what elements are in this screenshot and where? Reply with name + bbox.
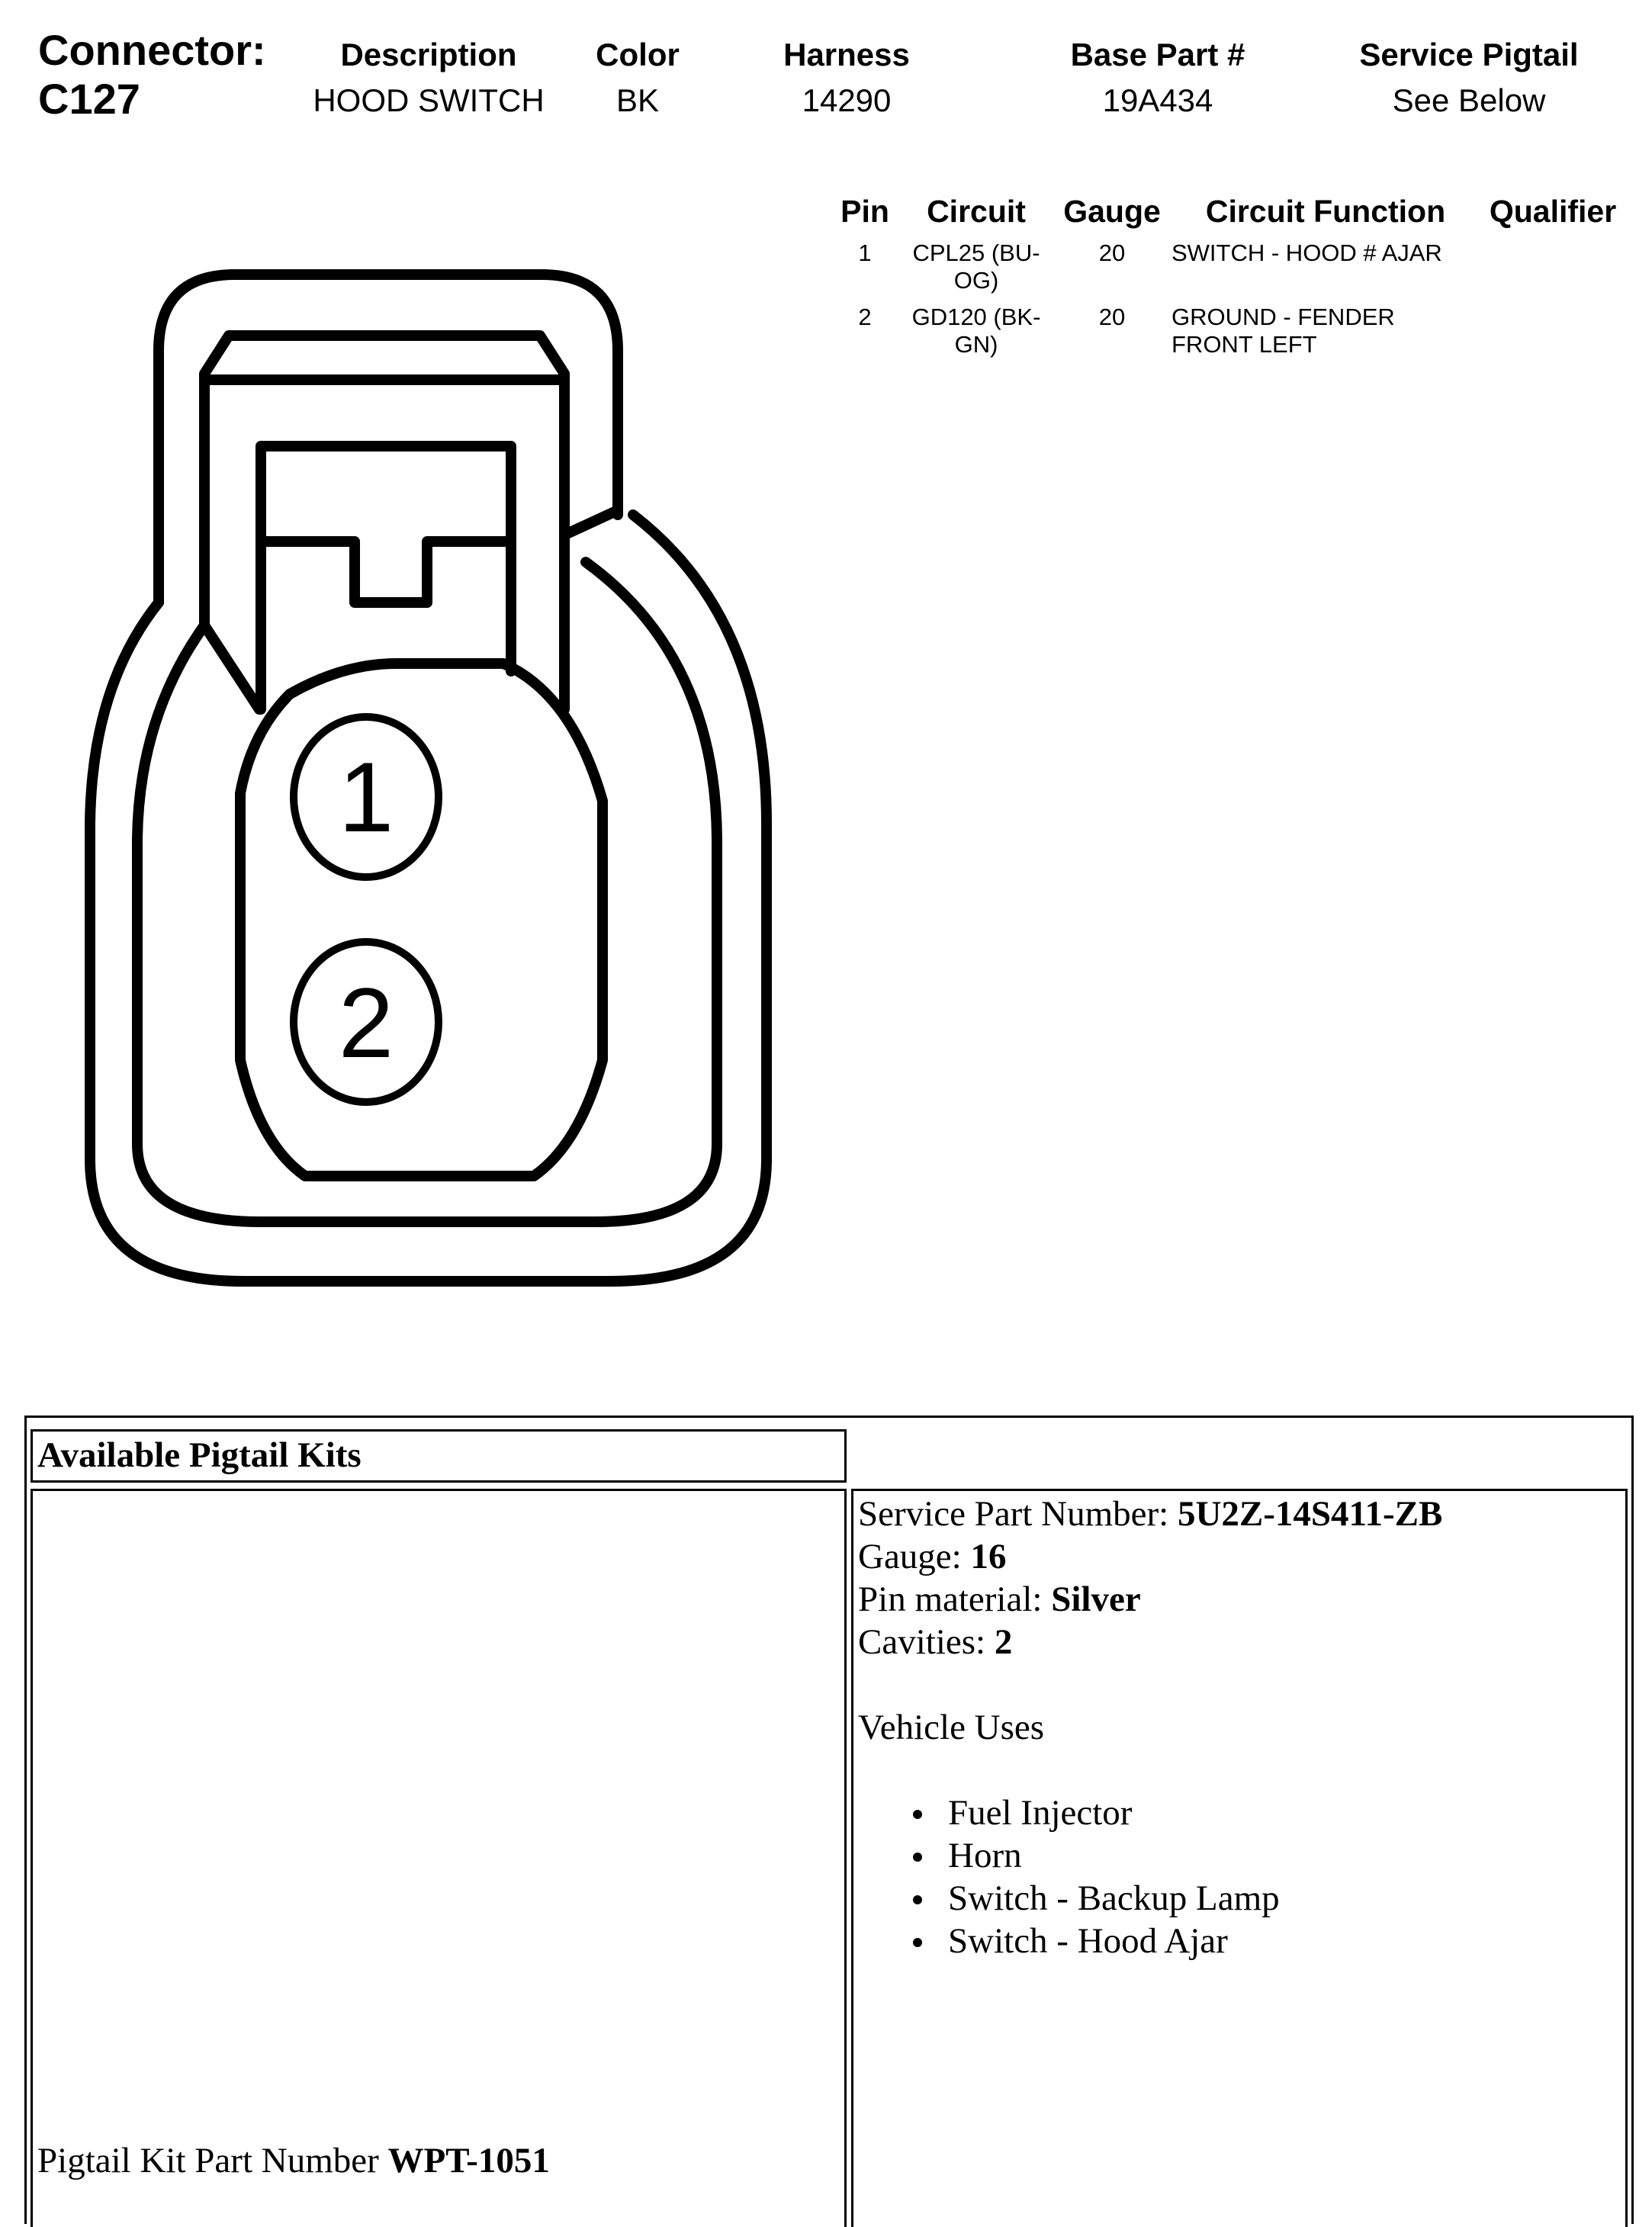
gauge-header: Gauge: [1063, 194, 1161, 229]
connector-label: Connector:: [38, 26, 266, 74]
housing-upper-outline: [159, 275, 618, 603]
list-item: Switch - Backup Lamp: [853, 1877, 1540, 1920]
cavity-1-label: 1: [338, 741, 394, 853]
header-service-pigtail-value: See Below: [1392, 82, 1546, 118]
header-base-part-value: 19A434: [1102, 82, 1213, 118]
header-service-pigtail-label: Service Pigtail: [1359, 37, 1579, 72]
housing-outer-outline: [90, 515, 767, 1281]
table-row-1-function: SWITCH - HOOD # AJAR: [1172, 239, 1442, 266]
pin-material-line: [858, 1578, 1141, 1621]
header-base-part-label: Base Part #: [1070, 37, 1245, 72]
pigtail-detail-cell: [851, 1489, 1628, 2227]
table-row-1-pin: 1: [858, 239, 872, 266]
connector-id: C127: [38, 75, 140, 123]
qualifier-header: Qualifier: [1489, 194, 1617, 229]
pigtail-title: Available Pigtail Kits: [37, 1435, 362, 1475]
pigtail-kit-cell: [31, 1489, 847, 2227]
gauge-line: [858, 1535, 1006, 1578]
kit-part-value: WPT-1051: [387, 2141, 550, 2180]
kit-part-label: Pigtail Kit Part Number: [37, 2141, 388, 2180]
table-row-2-gauge: 20: [1098, 304, 1126, 330]
table-row-1-circuit: CPL25 (BU-OG): [912, 239, 1040, 294]
latch-key: [261, 541, 511, 603]
header-color-label: Color: [596, 37, 680, 72]
latch-tab: [261, 446, 511, 709]
connector-face-drawing: [76, 259, 786, 1297]
table-row-2-function: GROUND - FENDER FRONT LEFT: [1172, 304, 1395, 358]
cavities-value: 2: [994, 1622, 1013, 1662]
table-row-1-gauge: 20: [1098, 239, 1126, 266]
gauge-label: Gauge:: [858, 1537, 971, 1576]
table-row-2-circuit: GD120 (BK-GN): [911, 304, 1041, 358]
gauge-value: 16: [970, 1537, 1007, 1576]
service-part-label: Service Part Number:: [858, 1494, 1178, 1534]
circuit-header: Circuit: [927, 194, 1026, 229]
cavities-line: [858, 1621, 1012, 1663]
vehicle-uses-list: [853, 1792, 1540, 1962]
list-item: Horn: [853, 1834, 1540, 1877]
table-row-2-pin: 2: [858, 304, 872, 330]
list-item: Fuel Injector: [853, 1792, 1540, 1834]
pin-header: Pin: [840, 194, 889, 229]
circuit-function-header: Circuit Function: [1205, 194, 1446, 229]
latch-bridge: [567, 511, 616, 534]
vehicle-uses-title: Vehicle Uses: [858, 1708, 1045, 1747]
pigtail-title-cell: [31, 1429, 847, 1483]
header-harness-value: 14290: [802, 82, 892, 118]
pin-material-value: Silver: [1051, 1579, 1141, 1619]
list-item: Switch - Hood Ajar: [853, 1920, 1540, 1962]
header-harness-label: Harness: [783, 37, 910, 72]
pigtail-kit-part-number: [37, 2139, 550, 2182]
service-part-line: [858, 1493, 1442, 1535]
cavity-2-label: 2: [338, 967, 394, 1078]
cavities-label: Cavities:: [858, 1622, 995, 1662]
header-description-value: HOOD SWITCH: [313, 82, 545, 118]
pin-material-label: Pin material:: [858, 1579, 1052, 1619]
header-description-label: Description: [340, 37, 517, 72]
header-color-value: BK: [615, 82, 660, 118]
service-part-value: 5U2Z-14S411-ZB: [1177, 1494, 1443, 1534]
